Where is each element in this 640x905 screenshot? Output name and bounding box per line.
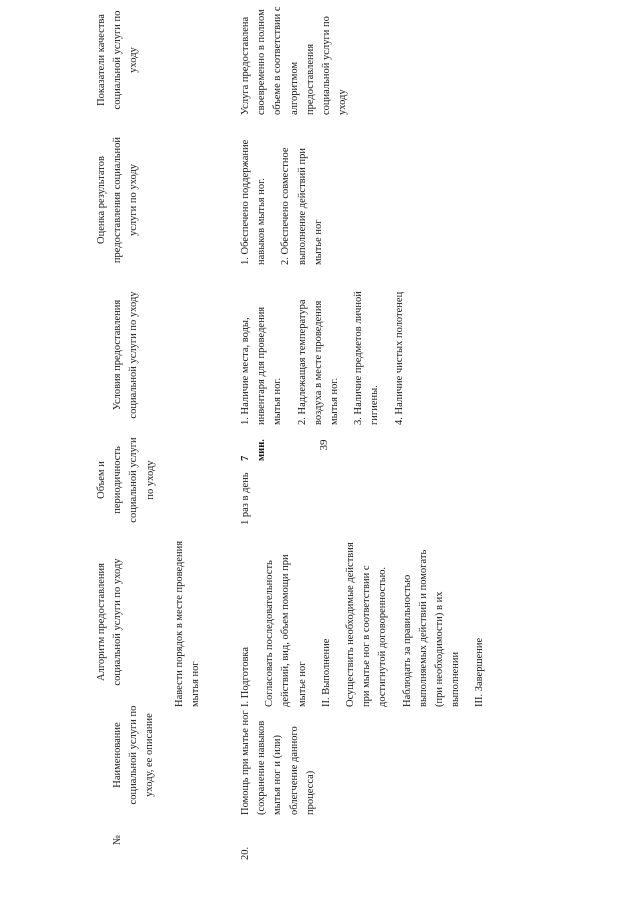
- time-norm: 7 мин.: [240, 439, 268, 461]
- page-number: 39: [318, 439, 330, 451]
- condition-2: 2. Надлежащая температура воздуха в месте проведения мытья ног.: [296, 299, 341, 425]
- header-volume: Объем и периодичность социальной услуги по уходу: [96, 437, 156, 523]
- frequency: 1 раз в день: [240, 472, 251, 525]
- header-number: №: [112, 834, 123, 846]
- step-execution-title: II. Выполнение: [320, 638, 332, 707]
- table-header-row: [90, 0, 210, 905]
- algorithm-preparation-note: Навести порядок в месте проведения мытья ног: [174, 540, 202, 707]
- step-preparation-text: Согласовать последовательность действий, вид, объем помощи при мытье ног: [264, 554, 308, 707]
- evaluation-cell: [238, 135, 327, 265]
- condition-4: 4. Наличие чистых полотенец: [393, 291, 405, 425]
- step-execution-text-1: Осуществить необходимые действия при мытье ног в соответствии с достигнутой договоренностью.: [345, 542, 389, 707]
- rotated-table: [90, 0, 486, 905]
- header-name: Наименование социальной услуги по уходу, ее описание: [112, 705, 156, 805]
- header-evaluation: Оценка результатов предоставления социальной услуги по уходу: [96, 136, 140, 264]
- condition-1: 1. Наличие места, воды, инвентаря для проведения мытья ног.: [240, 304, 284, 425]
- evaluation-2: 2. Обеспечено совместное выполнение действий при мытье ног: [280, 147, 324, 265]
- header-algorithm: Алгоритм предоставления социальной услуги по уходу: [96, 558, 124, 686]
- step-preparation-title: I. Подготовка: [240, 646, 251, 707]
- step-completion-title: III. Завершение: [474, 637, 486, 707]
- condition-3: 3. Наличие предметов личной гигиены.: [353, 291, 381, 425]
- header-quality: Показатели качества социальной услуги по уходу: [96, 10, 140, 110]
- quality-cell: Услуга предоставлена своевременно в полном объеме в соответствии с алгоритмом предоставления социальной услуги по уходу: [240, 6, 349, 115]
- conditions-cell: [238, 285, 408, 425]
- evaluation-1: 1. Обеспечено поддержание навыков мытья ног.: [240, 137, 268, 265]
- row-number: 20.: [240, 846, 251, 860]
- service-name: Помощь при мытье ног (сохранение навыков мытья ног и (или) облегчение данного процесса): [240, 710, 316, 815]
- algorithm-cell: [238, 537, 489, 707]
- step-execution-text-2: Наблюдать за правильностью выполняемых действий и помогать (при необходимости) в их выполнении: [401, 549, 462, 707]
- table-row: [238, 0, 486, 905]
- header-conditions: Условия предоставления социальной услуги по уходу: [112, 291, 140, 419]
